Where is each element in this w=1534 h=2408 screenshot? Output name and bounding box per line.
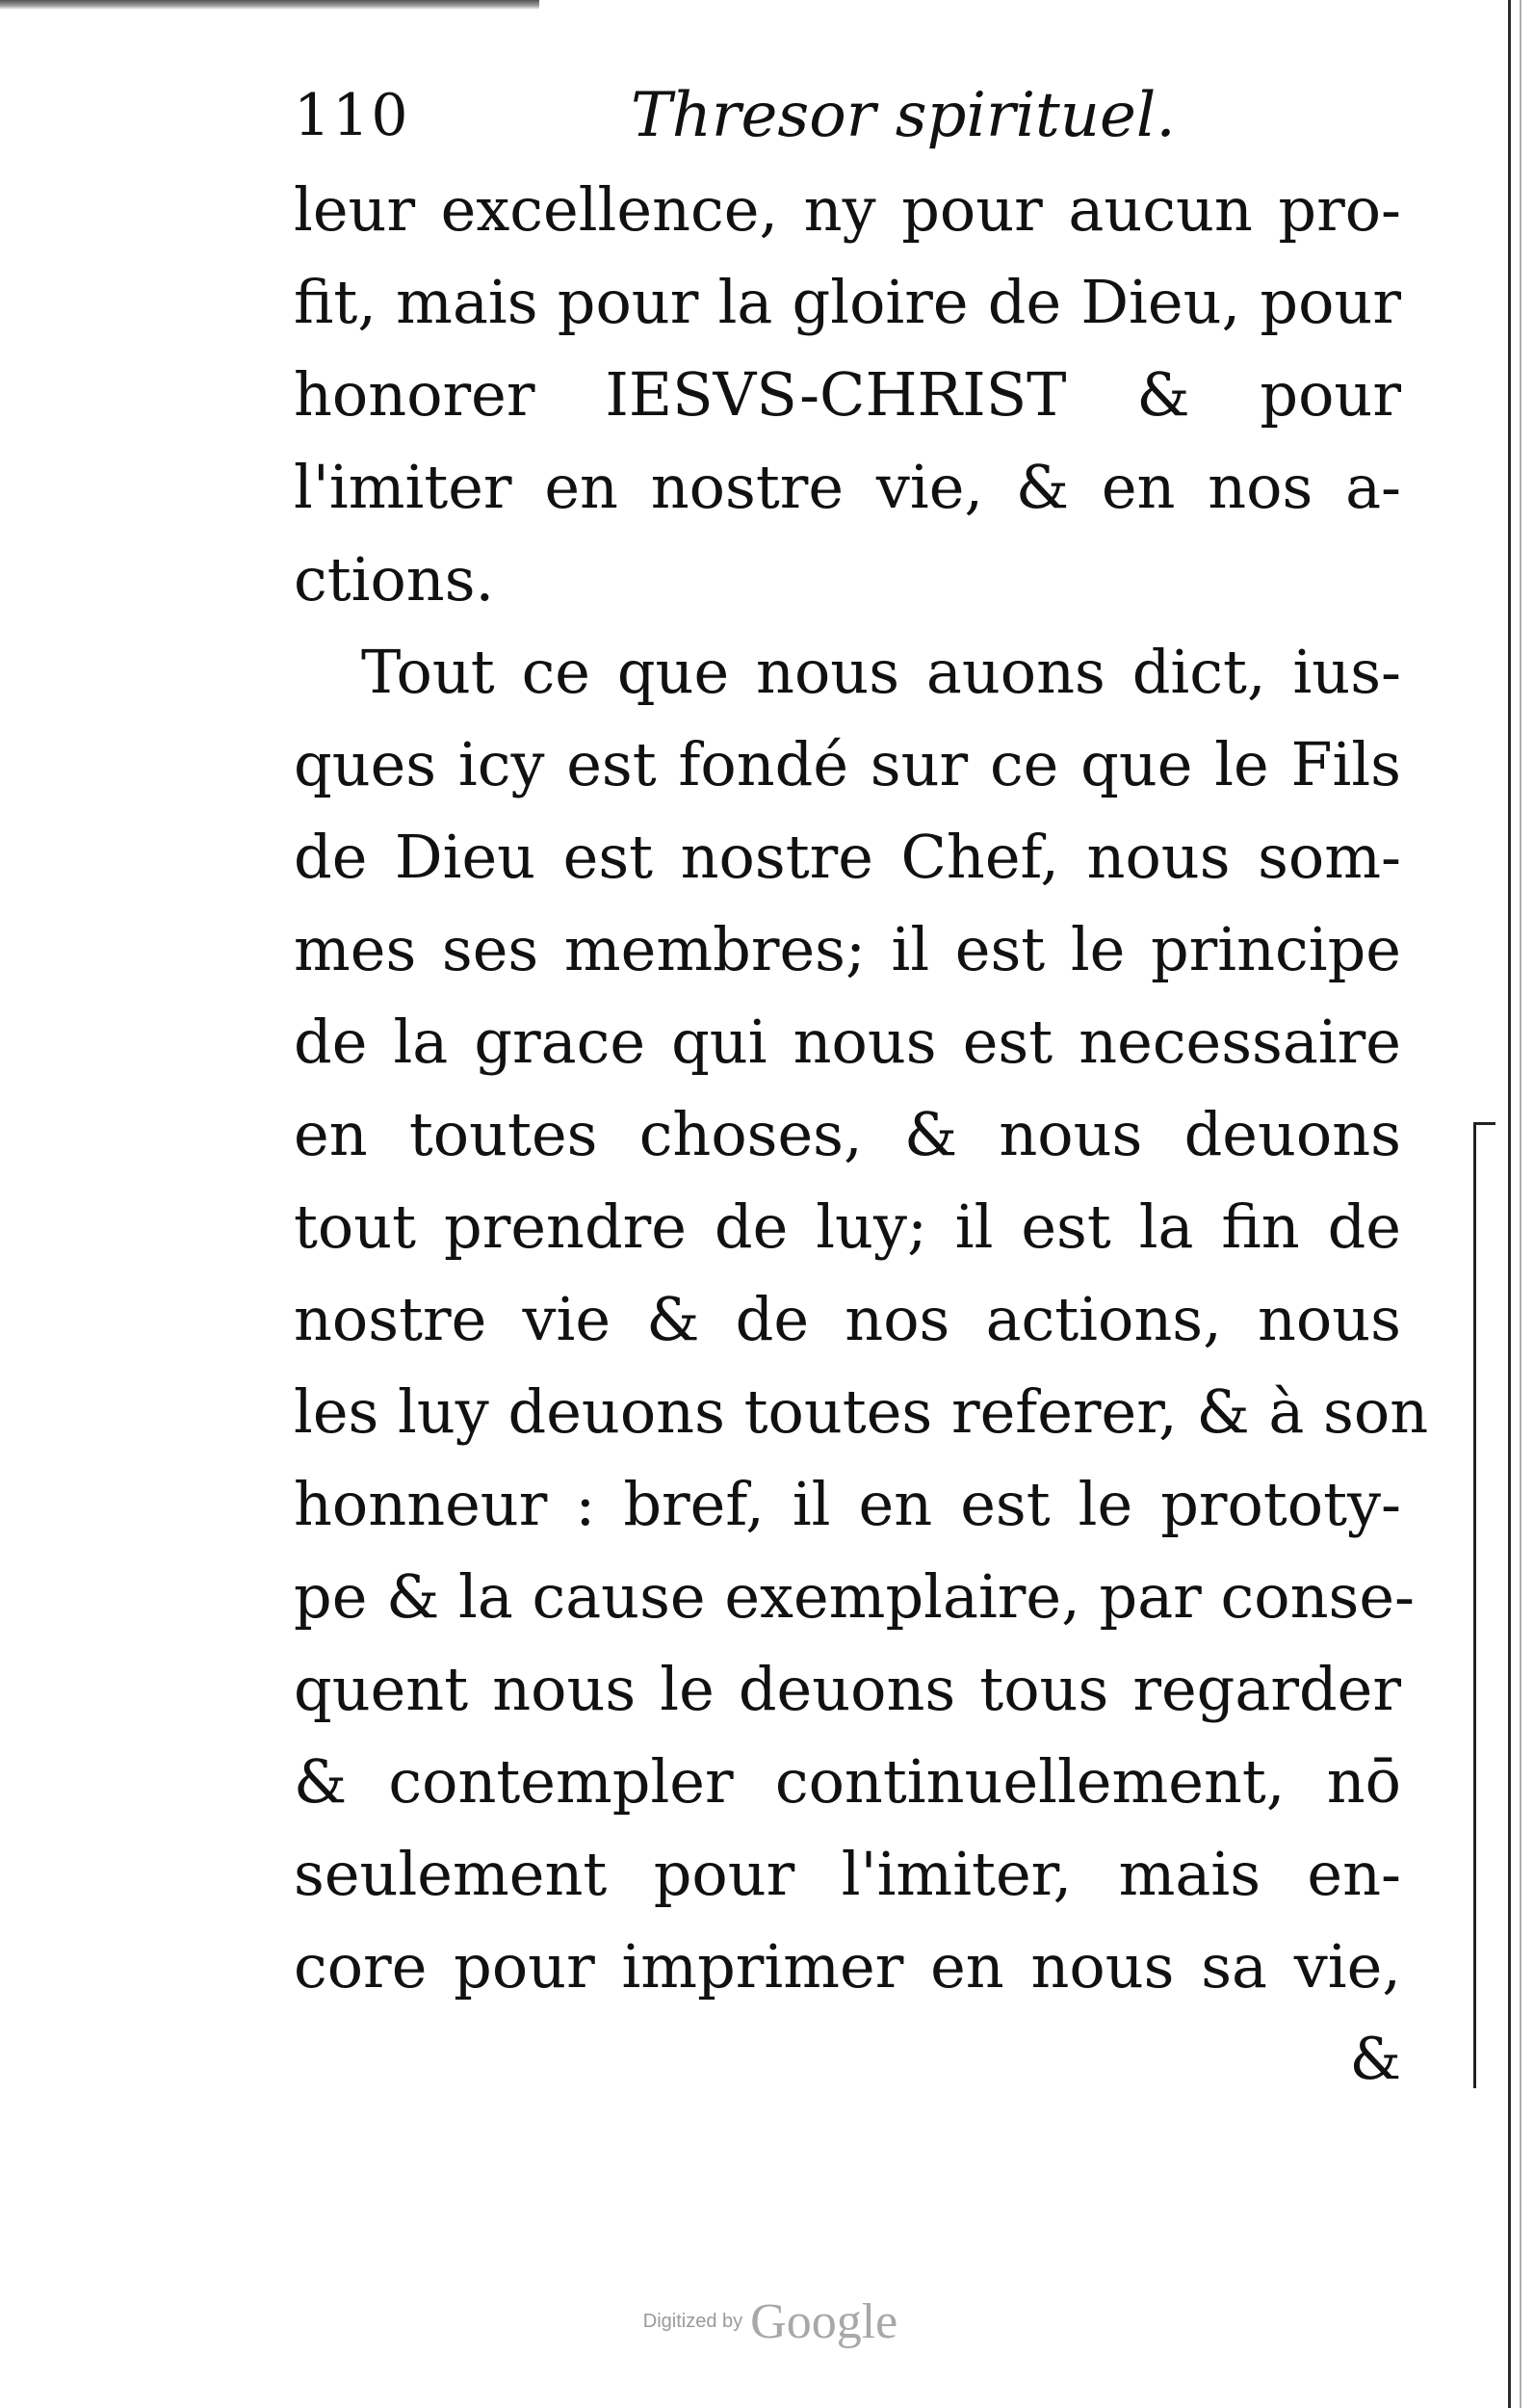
google-logo: Google [750,2293,898,2349]
catchword: & [1349,2026,1401,2093]
digitized-watermark [616,2283,924,2360]
text-line: de la grace qui nous est necessaire [294,1007,1401,1077]
text-line: pe & la cause exemplaire, par conse- [294,1561,1415,1632]
text-line: en toutes choses, & nous deuons [294,1099,1401,1169]
text-line: quent nous le deuons tous regarder [294,1654,1401,1724]
text-line: honneur : bref, il en est le prototy- [294,1469,1401,1539]
text-line: & contempler continuellement, nō [294,1746,1401,1817]
scan-right-edge [1508,0,1511,2408]
watermark-prefix: Digitized by [642,2310,743,2332]
text-line: honorer IESVS-CHRIST & pour [294,359,1401,430]
text-line: ques icy est fondé sur ce que le Fils [294,729,1401,799]
body-text [294,164,1429,2106]
text-line: core pour imprimer en nous sa vie, [294,1931,1401,2002]
text-line: tout prendre de luy; il est la fin de [294,1191,1401,1262]
scan-top-edge [0,0,539,10]
text-line: de Dieu est nostre Chef, nous som- [294,822,1401,892]
text-line: mes ses membres; il est le principe [294,914,1401,984]
running-title: Thresor spirituel. [631,80,1176,151]
running-head [294,67,1401,164]
page-number: 110 [294,82,410,149]
text-line: leur excellence, ny pour aucun pro- [294,174,1401,245]
text-line: l'imiter en nostre vie, & en nos a- [294,452,1401,522]
text-line: fit, mais pour la gloire de Dieu, pour [294,267,1401,337]
text-line: les luy deuons toutes referer, & à son [294,1376,1429,1447]
text-line: ctions. [294,544,495,615]
text-line: seulement pour l'imiter, mais en- [294,1839,1401,1909]
scan-margin-mark [1473,1122,1495,2088]
text-line: nostre vie & de nos actions, nous [294,1284,1401,1354]
scan-right-edge-shadow [1520,0,1521,2408]
book-page [294,67,1429,2106]
paragraph-start-line: Tout ce que nous auons dict, ius- [361,637,1401,707]
